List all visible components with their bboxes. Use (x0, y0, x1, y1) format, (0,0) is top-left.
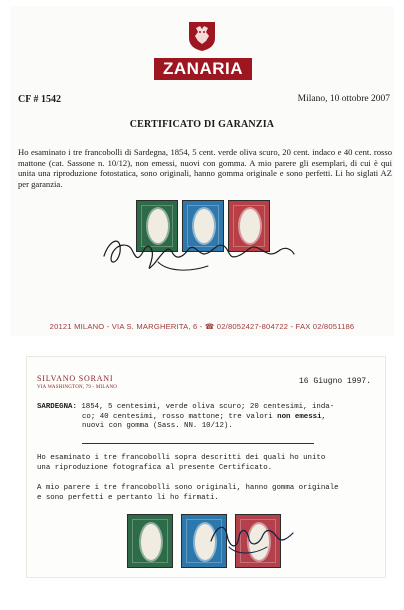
paragraph-opinion (37, 484, 377, 503)
description-label: SARDEGNA: (37, 403, 77, 411)
zanaria-certificate (10, 6, 394, 336)
certificate-body: Ho esaminato i tre francobolli di Sardegna, 1854, 5 cent. verde oliva scuro, 20 cent. indaco e 40 cent. rosso mattone (cat. Sassone n. 10/12), non emessi, nuovi con gomma. A mio parere gli esemplari, di cui è qui unita una riproduzione fotostatica, sono originali, hanno gomma originale e sono perfetti. Li ho siglati AZ per garanzia. (18, 147, 392, 189)
paragraph-opinion-line-2: e sono perfetti e pertanto li ho firmati. (37, 493, 219, 502)
paragraph-examined (37, 454, 377, 473)
paragraph-examined-line-2: una riproduzione fotografica al presente Certificato. (37, 463, 273, 472)
certificate-date: 16 Giugno 1997. (298, 377, 371, 386)
stamp-green (127, 514, 173, 568)
lion-crest-icon (187, 20, 217, 52)
expert-address: VIA WASHINGTON, 79 - MILANO (37, 385, 118, 390)
brand-logo: ZANARIA (154, 58, 252, 80)
certificate-place-date: Milano, 10 ottobre 2007 (297, 94, 390, 104)
signature-scribble (98, 228, 298, 274)
description-underline (82, 443, 314, 444)
stamp-description (37, 403, 377, 432)
paragraph-opinion-line-1: A mio parere i tre francobolli sono originali, hanno gomma originale (37, 484, 339, 492)
sorani-certificate (26, 356, 386, 578)
description-line-1: 1854, 5 centesimi, verde oliva scuro; 20 centesimi, inda- (76, 403, 335, 411)
certificate-title: CERTIFICATO DI GARANZIA (129, 119, 275, 130)
description-line-3: nuovi con gomma (Sass. NN. 10/12). (82, 422, 233, 431)
expert-name: SILVANO SORANI (37, 374, 114, 383)
description-line-2c: , (321, 412, 326, 421)
signature-scribble-2 (207, 517, 299, 557)
certificate-address-footer: 20121 MILANO - VIA S. MARGHERITA, 6 - ☎ 02/8052427-804722 - FAX 02/8051186 (49, 322, 355, 331)
certificate-number: CF # 1542 (18, 94, 61, 105)
description-not-issued: non emessi (277, 412, 322, 421)
paragraph-examined-line-1: Ho esaminato i tre francobolli sopra descritti dei quali ho unito (37, 454, 326, 462)
description-line-2a: co; 40 centesimi, rosso mattone; tre valori (82, 412, 278, 421)
